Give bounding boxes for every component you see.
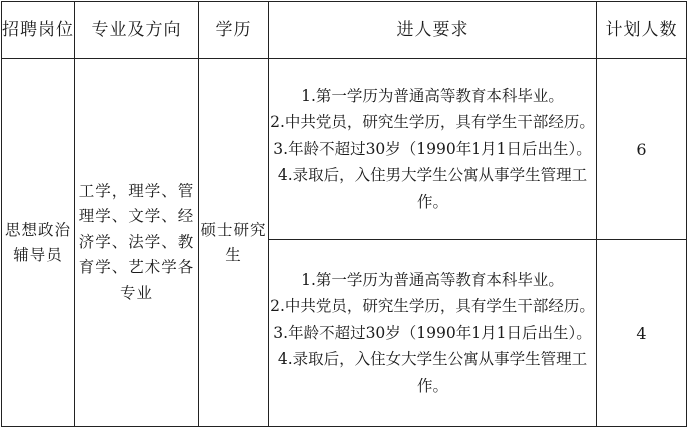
requirement-item: 4.录取后，入住女大学生公寓从事学生管理工作。 [277, 350, 588, 395]
requirements-cell-female [269, 240, 597, 427]
header-requirements: 进人要求 [269, 2, 597, 59]
requirement-item: 4.录取后，入住男大学生公寓从事学生管理工作。 [277, 166, 588, 211]
position-cell: 思想政治辅导员 [2, 59, 75, 427]
requirement-item: 3.年龄不超过30岁（1990年1月1日后出生）。 [273, 139, 592, 158]
count-cell-female: 4 [597, 240, 687, 427]
degree-cell: 硕士研究生 [199, 59, 269, 427]
header-count: 计划人数 [597, 2, 687, 59]
major-cell: 工学，理学、管理学、文学、经济学、法学、教育学、艺术学各专业 [75, 59, 199, 427]
table-row [2, 59, 687, 240]
header-position: 招聘岗位 [2, 2, 75, 59]
header-row [2, 2, 687, 59]
requirement-item: 1.第一学历为普通高等教育本科毕业。 [301, 86, 564, 105]
recruitment-table [1, 1, 687, 427]
header-major: 专业及方向 [75, 2, 199, 59]
requirement-item: 3.年龄不超过30岁（1990年1月1日后出生）。 [273, 323, 592, 342]
requirement-item: 1.第一学历为普通高等教育本科毕业。 [301, 270, 564, 289]
requirement-item: 2.中共党员，研究生学历，具有学生干部经历。 [270, 297, 595, 316]
count-cell-male: 6 [597, 59, 687, 240]
requirement-item: 2.中共党员，研究生学历，具有学生干部经历。 [270, 113, 595, 132]
requirements-cell-male [269, 59, 597, 240]
header-degree: 学历 [199, 2, 269, 59]
